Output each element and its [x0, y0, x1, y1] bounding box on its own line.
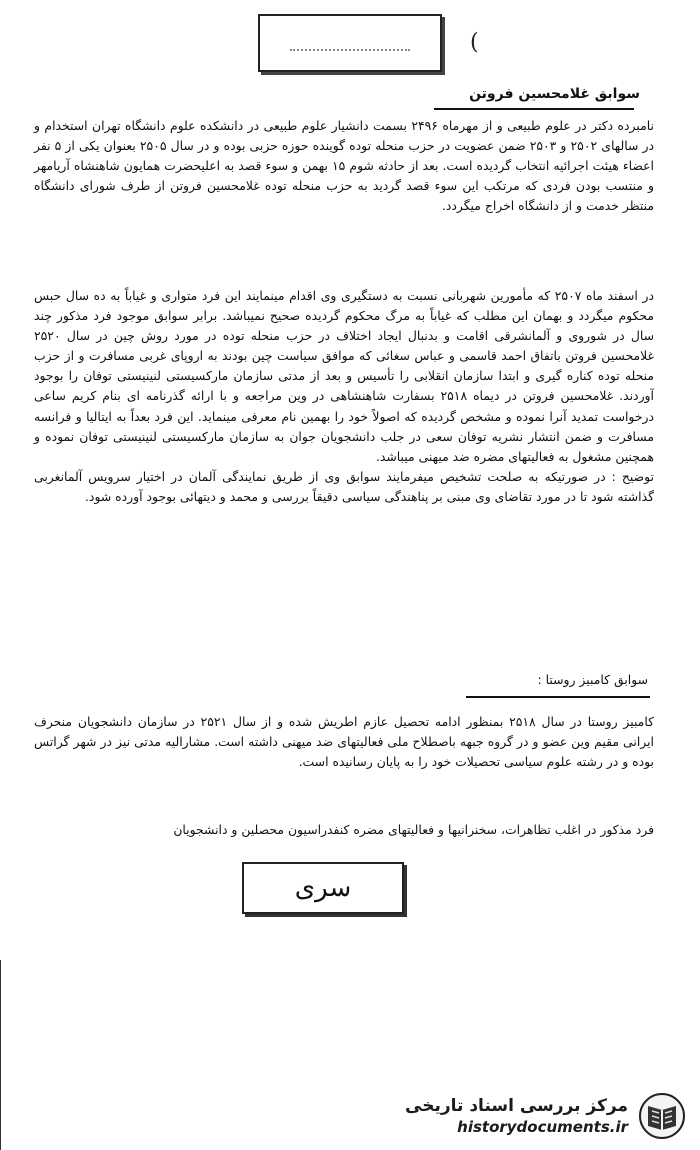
watermark-title: مرکز بررسی اسناد تاریخی	[405, 1096, 628, 1116]
scan-edge-line	[0, 960, 1, 1150]
watermark-url: historydocuments.ir	[457, 1118, 628, 1136]
archive-book-logo-icon	[638, 1092, 686, 1140]
title-underline	[434, 108, 634, 110]
section-heading-kambiz-rousta: سوابق کامبیز روستا :	[537, 672, 648, 687]
paragraph-2-text: در اسفند ماه ۲۵۰۷ که مأمورین شهربانی نسبت به دستگیری وی اقدام مینمایند این فرد متواری و غیاباً به ده سال حبس محکوم میگردد و بهمان این مطلب که غیاباً به مرگ محکوم گردیده صحیح نمیباشد. برابر سوابق موجود فرد مذکور چند سال در شوروی و آلمانشرقی اقامت و بدنبال ایجاد اختلاف در حزب منحله توده در مورد روش چین در سال ۲۵۲۰ غلامحسین فروتن باتفاق احمد قاسمی و عباس سغائی که موافق سیاست چین بودند به اروپای غربی مسافرت و از حزب منحله توده کناره گیری و ابتدا سازمان انقلابی را تأسیس و بعد از مدتی سازمان مارکسیستی لنینیستی توفان را بوجود آوردند. غلامحسین فروتن در دیماه ۲۵۱۸ بسفارت شاهنشاهی در وین مراجعه و با ارائه گذرنامه ای بنام کریم ساعی درخواست تمدید آنرا نموده و مشخص گردیده که اصولاً خود را بهمین نام معرفی مینماید. این فرد بعداً به ایتالیا و فرانسه مسافرت و ضمن انتشار نشریه توفان سعی در جلب دانشجویان جوان به سازمان مارکسیستی لنینیستی توفان نموده و همچنین مشغول به فعالیتهای مضره ضد میهنی میباشد.	[34, 288, 654, 464]
stamp-smudge	[290, 35, 410, 51]
paragraph-2	[34, 286, 654, 507]
watermark	[405, 1092, 686, 1140]
document-title: سوابق غلامحسین فروتن	[469, 86, 640, 102]
paragraph-1: نامبرده دکتر در علوم طبیعی و از مهرماه ۲۴۹۶ بسمت دانشیار علوم طبیعی در دانشکده علوم دانشگاه تهران استخدام و در سالهای ۲۵۰۲ و ۲۵۰۳ ضمن عضویت در حزب منحله توده گوینده حوزه حزبی بوده و در سال ۲۵۰۵ بعنوان یکی از ۵ نفر اعضاء هیئت اجرائیه انتخاب گردیده است. بعد از حادثه شوم ۱۵ بهمن و سوء قصد به اعلیحضرت همایون شاهنشاه آریامهر و منتسب بودن فردی که مرتکب این سوء قصد گردید به حزب منحله توده غلامحسین فروتن از طرف شورای دانشگاه منتظر خدمت و از دانشگاه اخراج میگردد.	[34, 118, 654, 214]
secret-stamp: سرى	[242, 862, 404, 914]
paragraph-3: کامبیز روستا در سال ۲۵۱۸ بمنظور ادامه تحصیل عازم اطریش شده و از سال ۲۵۲۱ در سازمان دانشجویان منحرف ایرانی مقیم وین عضو و در گروه جبهه باصطلاح ملی فعالیتهای ضد میهنی داشته است. مشارالیه مدتی نیز در شهر گراتس بوده و در رشته علوم سیاسی تحصیلات خود را به پایان رسانیده است.	[34, 714, 654, 770]
watermark-text	[405, 1096, 628, 1136]
classification-stamp-top	[258, 14, 442, 72]
section-heading-underline	[466, 696, 650, 698]
note-paragraph: توضیح : در صورتیکه به صلحت تشخیص میفرمایند سوابق وی از طریق نمایندگی آلمان در اختیار سرویس آلمانغربی گذاشته شود تا در مورد تقاضای وی مبنی بر پناهندگی سیاسی دقیقاً بررسی و محمد و دیتهائی بوجود آورده شود.	[34, 468, 654, 504]
paragraph-4: فرد مذکور در اغلب تظاهرات، سخنرانیها و فعالیتهای مضره کنفدراسیون محصلین و دانشجویان	[173, 822, 654, 837]
header-paren-mark: (	[470, 30, 479, 55]
